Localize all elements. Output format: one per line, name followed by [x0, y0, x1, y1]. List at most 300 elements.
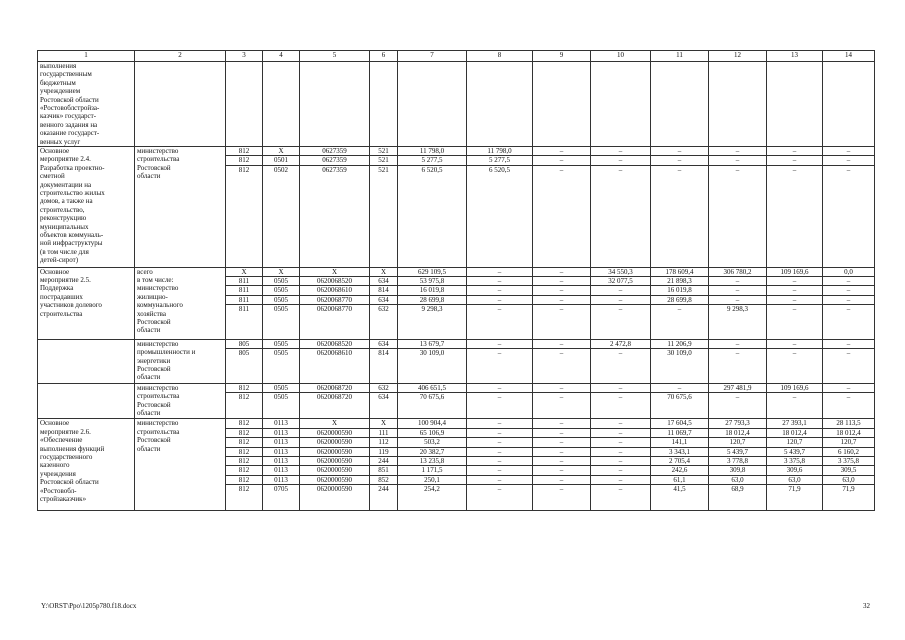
value-cell: – — [533, 339, 591, 348]
value-cell: 814 — [370, 349, 398, 384]
column-number-header: 9 — [533, 51, 591, 62]
column-number-header: 13 — [767, 51, 823, 62]
value-cell: 28 699,8 — [398, 295, 467, 304]
executor-line: жилищно- — [137, 292, 168, 301]
measure-name-line: учреждением — [40, 87, 81, 96]
value-cell: 119 — [370, 447, 398, 456]
value-cell: 6 160,2 — [823, 447, 875, 456]
value-cell: – — [651, 156, 709, 165]
value-cell: – — [467, 466, 533, 475]
value-cell: 0113 — [263, 466, 300, 475]
value-cell — [533, 62, 591, 147]
value-cell: 28 699,8 — [651, 295, 709, 304]
measure-name-line: венных услуг — [40, 137, 81, 146]
value-cell: – — [591, 349, 651, 384]
value-cell: 306 780,2 — [709, 267, 767, 276]
value-cell: 634 — [370, 277, 398, 286]
value-cell: 178 609,4 — [651, 267, 709, 276]
value-cell: X — [263, 267, 300, 276]
value-cell: 254,2 — [398, 485, 467, 511]
executor-cell — [135, 339, 226, 383]
value-cell: 0620000590 — [300, 485, 370, 511]
value-cell: 61,1 — [651, 475, 709, 484]
column-number-header: 12 — [709, 51, 767, 62]
value-cell: – — [767, 156, 823, 165]
executor-line: области — [137, 172, 161, 181]
value-cell: – — [467, 277, 533, 286]
value-cell: – — [767, 339, 823, 348]
value-cell: – — [467, 428, 533, 437]
value-cell: 53 975,8 — [398, 277, 467, 286]
measure-name-line: (в том числе для — [40, 247, 89, 256]
value-cell: 3 375,8 — [767, 457, 823, 466]
value-cell: – — [591, 147, 651, 156]
executor-line: Ростовской — [137, 436, 171, 445]
value-cell: – — [467, 457, 533, 466]
value-cell: – — [533, 277, 591, 286]
measure-name-cell — [38, 267, 135, 339]
value-cell: 0505 — [263, 339, 300, 348]
executor-line: коммунального — [137, 301, 183, 310]
value-cell: – — [467, 475, 533, 484]
value-cell: 3 778,8 — [709, 457, 767, 466]
value-cell: – — [591, 438, 651, 447]
value-cell: – — [467, 438, 533, 447]
value-cell: – — [823, 156, 875, 165]
value-cell: X — [370, 419, 398, 428]
executor-line: Ростовской — [137, 317, 171, 326]
value-cell: – — [533, 475, 591, 484]
measure-name-cell — [38, 339, 135, 383]
measure-name-line: мероприятие 2.5. — [40, 276, 91, 284]
measure-name-line: Основное — [40, 419, 70, 428]
table-row — [38, 267, 875, 276]
value-cell — [263, 62, 300, 147]
value-cell: 63,0 — [767, 475, 823, 484]
value-cell: – — [767, 165, 823, 267]
value-cell: 521 — [370, 165, 398, 267]
value-cell: 812 — [226, 428, 263, 437]
value-cell: 9 298,3 — [398, 305, 467, 340]
value-cell: – — [533, 393, 591, 419]
value-cell: 812 — [226, 466, 263, 475]
measure-name-line: выполнения функций — [40, 444, 105, 453]
value-cell: – — [651, 165, 709, 267]
value-cell: 34 550,3 — [591, 267, 651, 276]
value-cell: 100 904,4 — [398, 419, 467, 428]
value-cell: – — [591, 475, 651, 484]
value-cell: 0620000590 — [300, 457, 370, 466]
value-cell: 242,6 — [651, 466, 709, 475]
table-row — [38, 147, 875, 156]
value-cell: – — [467, 485, 533, 511]
value-cell: – — [591, 165, 651, 267]
value-cell: 0620000590 — [300, 475, 370, 484]
value-cell: 11 206,9 — [651, 339, 709, 348]
value-cell: 812 — [226, 485, 263, 511]
value-cell: 120,7 — [709, 438, 767, 447]
column-number-header: 14 — [823, 51, 875, 62]
column-number-header: 1 — [38, 51, 135, 62]
value-cell: 18 012,4 — [709, 428, 767, 437]
value-cell: 2 705,4 — [651, 457, 709, 466]
measure-name-cell — [38, 419, 135, 511]
value-cell: 0627359 — [300, 156, 370, 165]
value-cell: 0620000590 — [300, 438, 370, 447]
value-cell: 112 — [370, 438, 398, 447]
column-number-header: 8 — [467, 51, 533, 62]
value-cell: 109 169,6 — [767, 383, 823, 392]
value-cell: – — [823, 349, 875, 384]
value-cell: 0505 — [263, 295, 300, 304]
value-cell: 250,1 — [398, 475, 467, 484]
value-cell: – — [467, 419, 533, 428]
value-cell: – — [591, 383, 651, 392]
value-cell: 28 113,5 — [823, 419, 875, 428]
executor-cell — [135, 147, 226, 268]
value-cell: 6 520,5 — [398, 165, 467, 267]
column-number-header: 5 — [300, 51, 370, 62]
value-cell: – — [533, 305, 591, 340]
value-cell: X — [300, 267, 370, 276]
measure-name-line: сметной — [40, 172, 65, 181]
value-cell: 0505 — [263, 286, 300, 295]
value-cell: 521 — [370, 156, 398, 165]
value-cell: 0620068720 — [300, 383, 370, 392]
measure-name-line: Разработка проектно- — [40, 163, 105, 172]
value-cell: 309,6 — [767, 466, 823, 475]
measure-name-line: «Обеспечение — [40, 436, 83, 445]
value-cell: – — [467, 267, 533, 276]
measure-name-line: строительство, — [40, 205, 85, 214]
value-cell: – — [823, 393, 875, 419]
value-cell: 0505 — [263, 277, 300, 286]
value-cell: 5 439,7 — [767, 447, 823, 456]
measure-name-line: документации на — [40, 180, 92, 189]
value-cell: 811 — [226, 295, 263, 304]
executor-line: области — [137, 409, 161, 417]
value-cell: 812 — [226, 156, 263, 165]
value-cell: 141,1 — [651, 438, 709, 447]
value-cell: – — [591, 466, 651, 475]
measure-name-line: государственным — [40, 70, 92, 79]
measure-name-line: Ростовской области — [40, 95, 99, 104]
value-cell: 632 — [370, 383, 398, 392]
value-cell — [709, 62, 767, 147]
value-cell: 811 — [226, 277, 263, 286]
table-body — [38, 51, 875, 511]
value-cell: – — [709, 349, 767, 384]
measure-name-line: стройзаказчик» — [40, 494, 87, 503]
value-cell — [591, 62, 651, 147]
value-cell: 0113 — [263, 428, 300, 437]
value-cell: – — [651, 147, 709, 156]
value-cell: 852 — [370, 475, 398, 484]
value-cell: 11 069,7 — [651, 428, 709, 437]
measure-name-line: казенного — [40, 461, 70, 470]
executor-line: строительства — [137, 155, 180, 164]
value-cell: 5 277,5 — [467, 156, 533, 165]
value-cell: – — [591, 447, 651, 456]
value-cell: – — [709, 393, 767, 419]
value-cell: 16 019,8 — [398, 286, 467, 295]
value-cell: – — [709, 295, 767, 304]
value-cell: – — [709, 156, 767, 165]
value-cell: 63,0 — [709, 475, 767, 484]
value-cell: 0505 — [263, 383, 300, 392]
value-cell: 634 — [370, 295, 398, 304]
measure-name-line: Поддержка — [40, 284, 74, 293]
value-cell: 851 — [370, 466, 398, 475]
value-cell: – — [767, 147, 823, 156]
value-cell: 812 — [226, 419, 263, 428]
value-cell: 0,0 — [823, 267, 875, 276]
table-row — [38, 339, 875, 348]
executor-line: министерство — [137, 284, 179, 293]
value-cell: – — [467, 305, 533, 340]
value-cell: – — [533, 466, 591, 475]
value-cell: 297 481,9 — [709, 383, 767, 392]
value-cell: 812 — [226, 393, 263, 419]
value-cell: – — [467, 349, 533, 384]
value-cell: 13 235,8 — [398, 457, 467, 466]
value-cell: – — [709, 147, 767, 156]
value-cell: 0113 — [263, 447, 300, 456]
measure-name-cell — [38, 62, 135, 147]
value-cell: 812 — [226, 383, 263, 392]
measure-name-line: «Ростовоблстройза- — [40, 103, 100, 112]
executor-line: всего — [137, 267, 153, 276]
executor-line: области — [137, 373, 161, 382]
value-cell: – — [591, 305, 651, 340]
value-cell: – — [823, 339, 875, 348]
value-cell: 0627359 — [300, 147, 370, 156]
value-cell: 70 675,6 — [398, 393, 467, 419]
value-cell: 109 169,6 — [767, 267, 823, 276]
value-cell: – — [709, 165, 767, 267]
measure-name-line: строительство жилых — [40, 188, 105, 197]
value-cell — [467, 62, 533, 147]
column-number-header: 10 — [591, 51, 651, 62]
value-cell: – — [533, 147, 591, 156]
value-cell: – — [823, 286, 875, 295]
measure-name-line: венного задания на — [40, 120, 98, 129]
value-cell: 634 — [370, 393, 398, 419]
value-cell: – — [591, 286, 651, 295]
executor-line: области — [137, 444, 161, 453]
executor-cell — [135, 267, 226, 339]
measure-name-line: мероприятие 2.4. — [40, 155, 91, 164]
value-cell: X — [300, 419, 370, 428]
value-cell: – — [709, 286, 767, 295]
value-cell: – — [709, 277, 767, 286]
value-cell: 0620000590 — [300, 447, 370, 456]
value-cell: 0620068520 — [300, 277, 370, 286]
value-cell: 68,9 — [709, 485, 767, 511]
measure-name-cell — [38, 147, 135, 268]
value-cell: 0113 — [263, 438, 300, 447]
measure-name-cell — [38, 383, 135, 419]
value-cell: – — [767, 349, 823, 384]
value-cell: 17 604,5 — [651, 419, 709, 428]
value-cell: – — [709, 339, 767, 348]
value-cell: 812 — [226, 147, 263, 156]
measure-name-line: оказание государст- — [40, 129, 100, 138]
value-cell — [370, 62, 398, 147]
value-cell: – — [533, 267, 591, 276]
value-cell: – — [823, 305, 875, 340]
executor-line: в том числе: — [137, 276, 174, 284]
value-cell: X — [263, 147, 300, 156]
value-cell: 0705 — [263, 485, 300, 511]
measure-name-line: мероприятие 2.6. — [40, 427, 91, 436]
value-cell: 814 — [370, 286, 398, 295]
measure-name-line: «Ростовобл- — [40, 486, 77, 495]
measure-name-line: казчик» государст- — [40, 112, 97, 121]
measure-name-line: Ростовской области — [40, 478, 99, 487]
value-cell: 812 — [226, 475, 263, 484]
value-cell: 0620000590 — [300, 466, 370, 475]
value-cell: 71,9 — [767, 485, 823, 511]
measure-name-line: Основное — [40, 267, 70, 276]
value-cell: 812 — [226, 457, 263, 466]
value-cell: – — [823, 383, 875, 392]
value-cell: X — [370, 267, 398, 276]
value-cell: 0505 — [263, 393, 300, 419]
value-cell: – — [533, 286, 591, 295]
value-cell: 30 109,0 — [651, 349, 709, 384]
executor-line: министерство — [137, 147, 179, 155]
value-cell: 3 375,8 — [823, 457, 875, 466]
value-cell: – — [533, 295, 591, 304]
value-cell: 6 520,5 — [467, 165, 533, 267]
executor-cell — [135, 383, 226, 419]
value-cell: – — [767, 277, 823, 286]
page-number: 32 — [863, 602, 870, 610]
value-cell — [226, 62, 263, 147]
executor-line: министерство — [137, 383, 179, 392]
measure-name-line: государственного — [40, 452, 93, 461]
executor-cell — [135, 62, 226, 147]
value-cell: 11 798,0 — [398, 147, 467, 156]
value-cell: 2 472,8 — [591, 339, 651, 348]
value-cell: – — [823, 165, 875, 267]
value-cell: 0113 — [263, 419, 300, 428]
value-cell: 65 106,9 — [398, 428, 467, 437]
value-cell: – — [823, 295, 875, 304]
executor-line: промышленности и — [137, 348, 196, 357]
value-cell: 111 — [370, 428, 398, 437]
value-cell: 812 — [226, 438, 263, 447]
column-number-header: 3 — [226, 51, 263, 62]
column-number-header: 6 — [370, 51, 398, 62]
value-cell: – — [533, 349, 591, 384]
value-cell: 30 109,0 — [398, 349, 467, 384]
value-cell: 629 109,5 — [398, 267, 467, 276]
value-cell — [767, 62, 823, 147]
value-cell: – — [591, 419, 651, 428]
measure-name-line: строительства — [40, 309, 83, 318]
value-cell: 0501 — [263, 156, 300, 165]
column-number-header: 7 — [398, 51, 467, 62]
executor-line: министерство — [137, 339, 179, 348]
value-cell: – — [467, 339, 533, 348]
value-cell: 9 298,3 — [709, 305, 767, 340]
value-cell: 0620068720 — [300, 393, 370, 419]
value-cell: 5 277,5 — [398, 156, 467, 165]
value-cell: – — [533, 419, 591, 428]
value-cell: 63,0 — [823, 475, 875, 484]
value-cell: – — [651, 305, 709, 340]
value-cell — [651, 62, 709, 147]
column-number-header: 11 — [651, 51, 709, 62]
value-cell: – — [591, 457, 651, 466]
value-cell: 27 793,3 — [709, 419, 767, 428]
value-cell: – — [767, 305, 823, 340]
executor-line: министерство — [137, 419, 179, 428]
column-number-header: 4 — [263, 51, 300, 62]
value-cell: – — [651, 383, 709, 392]
executor-line: Ростовской — [137, 365, 171, 373]
value-cell: 0620068770 — [300, 295, 370, 304]
value-cell: 811 — [226, 286, 263, 295]
value-cell: 32 077,5 — [591, 277, 651, 286]
measure-name-line: учреждения — [40, 469, 76, 478]
executor-line: строительства — [137, 392, 180, 401]
value-cell: 805 — [226, 349, 263, 384]
measure-name-line: реконструкцию — [40, 214, 87, 223]
value-cell: – — [467, 447, 533, 456]
value-cell: 0620068520 — [300, 339, 370, 348]
value-cell: 120,7 — [823, 438, 875, 447]
value-cell: – — [767, 286, 823, 295]
value-cell: 503,2 — [398, 438, 467, 447]
value-cell: – — [533, 428, 591, 437]
value-cell: 0505 — [263, 305, 300, 340]
column-number-header: 2 — [135, 51, 226, 62]
value-cell: – — [533, 438, 591, 447]
value-cell: 1 171,5 — [398, 466, 467, 475]
value-cell: 309,5 — [823, 466, 875, 475]
value-cell: – — [533, 156, 591, 165]
value-cell: – — [467, 295, 533, 304]
value-cell: 0627359 — [300, 165, 370, 267]
value-cell: 0620068770 — [300, 305, 370, 340]
value-cell: – — [591, 295, 651, 304]
value-cell: – — [591, 485, 651, 511]
value-cell: 0620068610 — [300, 286, 370, 295]
executor-line: строительства — [137, 427, 180, 436]
column-number-row — [38, 51, 875, 62]
value-cell: 16 019,8 — [651, 286, 709, 295]
value-cell: – — [823, 277, 875, 286]
value-cell: – — [591, 393, 651, 419]
value-cell: 21 898,3 — [651, 277, 709, 286]
value-cell: 11 798,0 — [467, 147, 533, 156]
executor-line: Ростовской — [137, 163, 171, 172]
measure-name-line: бюджетным — [40, 78, 76, 87]
value-cell: 71,9 — [823, 485, 875, 511]
value-cell: X — [226, 267, 263, 276]
table-row — [38, 62, 875, 147]
value-cell: – — [533, 165, 591, 267]
measure-name-line: участников долевого — [40, 301, 102, 310]
value-cell: 18 012,4 — [823, 428, 875, 437]
value-cell: – — [467, 286, 533, 295]
file-path-footer: Y:\ORST\Ppo\1205p780.f18.docx — [41, 602, 137, 610]
value-cell: – — [533, 457, 591, 466]
value-cell: 632 — [370, 305, 398, 340]
